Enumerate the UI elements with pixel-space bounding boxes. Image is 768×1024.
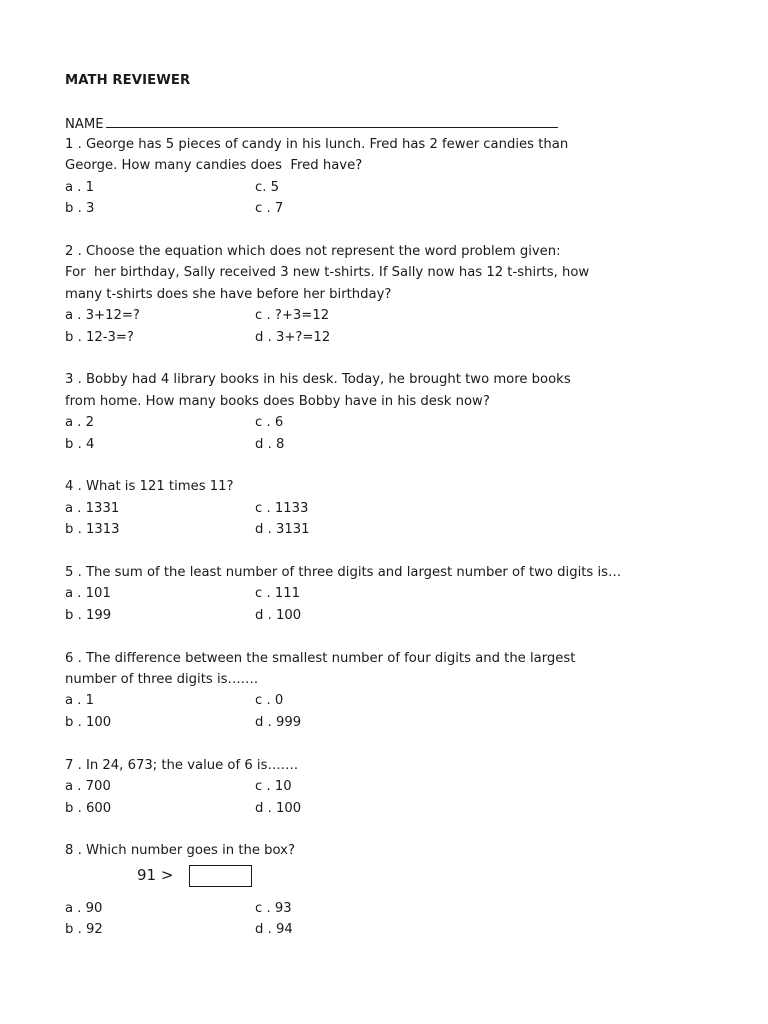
name-label: NAME bbox=[65, 117, 104, 132]
question-text: 4 . What is 121 times 11? bbox=[65, 479, 234, 495]
option-c: c . 93 bbox=[255, 900, 292, 916]
option-c: c . 0 bbox=[255, 693, 284, 709]
option-a: a . 1 bbox=[65, 179, 95, 195]
option-c: c . 1133 bbox=[255, 500, 309, 516]
option-c: c . 6 bbox=[255, 415, 284, 431]
option-a: a . 2 bbox=[65, 415, 95, 431]
option-c: c . ?+3=12 bbox=[255, 308, 330, 324]
option-a: a . 90 bbox=[65, 900, 103, 916]
answer-options bbox=[65, 498, 705, 541]
option-d: d . 3+?=12 bbox=[255, 329, 331, 345]
answer-options bbox=[65, 776, 705, 819]
comparison-row bbox=[65, 862, 705, 894]
option-a: a . 1 bbox=[65, 693, 95, 709]
answer-options bbox=[65, 898, 705, 941]
question-6 bbox=[65, 648, 705, 734]
option-b: b . 92 bbox=[65, 922, 103, 938]
answer-options bbox=[65, 583, 705, 626]
option-d: d . 999 bbox=[255, 714, 302, 730]
question-text: 5 . The sum of the least number of three digits and largest number of two digits is… bbox=[65, 565, 622, 581]
question-5 bbox=[65, 562, 705, 626]
question-text: 8 . Which number goes in the box? bbox=[65, 843, 295, 859]
option-a: a . 1331 bbox=[65, 500, 120, 516]
option-c: c . 10 bbox=[255, 779, 292, 795]
option-d: c . 7 bbox=[255, 201, 284, 217]
comparison-label: 91 > bbox=[137, 865, 174, 884]
option-d: d . 100 bbox=[255, 800, 302, 816]
option-a: a . 3+12=? bbox=[65, 308, 140, 324]
question-8 bbox=[65, 840, 705, 940]
answer-options bbox=[65, 177, 705, 220]
question-3 bbox=[65, 369, 705, 455]
question-2 bbox=[65, 241, 705, 348]
answer-options bbox=[65, 305, 705, 348]
option-c: c. 5 bbox=[255, 179, 280, 195]
option-d: d . 8 bbox=[255, 436, 285, 452]
option-c: c . 111 bbox=[255, 586, 300, 602]
question-text: 2 . Choose the equation which does not represent the word problem given: For her birthday, Sally received 3 new t-shirts. If Sally now has 12 t-shirts, how many t-shirts does she have before her birthday? bbox=[65, 244, 590, 302]
option-d: d . 100 bbox=[255, 607, 302, 623]
option-b: b . 1313 bbox=[65, 522, 120, 538]
name-blank-line[interactable] bbox=[106, 113, 558, 128]
option-b: b . 600 bbox=[65, 800, 112, 816]
option-b: b . 100 bbox=[65, 714, 112, 730]
question-list bbox=[65, 134, 705, 962]
question-4 bbox=[65, 476, 705, 540]
answer-options bbox=[65, 412, 705, 455]
question-text: 3 . Bobby had 4 library books in his desk. Today, he brought two more books from home. How many books does Bobby have in his desk now? bbox=[65, 372, 575, 409]
option-a: a . 101 bbox=[65, 586, 111, 602]
option-d: d . 3131 bbox=[255, 522, 310, 538]
option-a: a . 700 bbox=[65, 779, 111, 795]
option-b: b . 199 bbox=[65, 607, 112, 623]
question-7 bbox=[65, 755, 705, 819]
option-b: b . 3 bbox=[65, 201, 95, 217]
option-d: d . 94 bbox=[255, 922, 293, 938]
question-text: 6 . The difference between the smallest number of four digits and the largest number of three digits is……. bbox=[65, 650, 580, 688]
question-text: 7 . In 24, 673; the value of 6 is……. bbox=[65, 757, 299, 773]
answer-box[interactable] bbox=[189, 865, 252, 887]
answer-options bbox=[65, 690, 705, 733]
page-title: MATH REVIEWER bbox=[65, 73, 191, 88]
question-text: 1 . George has 5 pieces of candy in his lunch. Fred has 2 fewer candies than George. How many candies does Fred have? bbox=[65, 137, 573, 174]
name-field-row bbox=[65, 113, 558, 135]
option-b: b . 12-3=? bbox=[65, 329, 134, 345]
question-1 bbox=[65, 134, 705, 220]
option-b: b . 4 bbox=[65, 436, 95, 452]
